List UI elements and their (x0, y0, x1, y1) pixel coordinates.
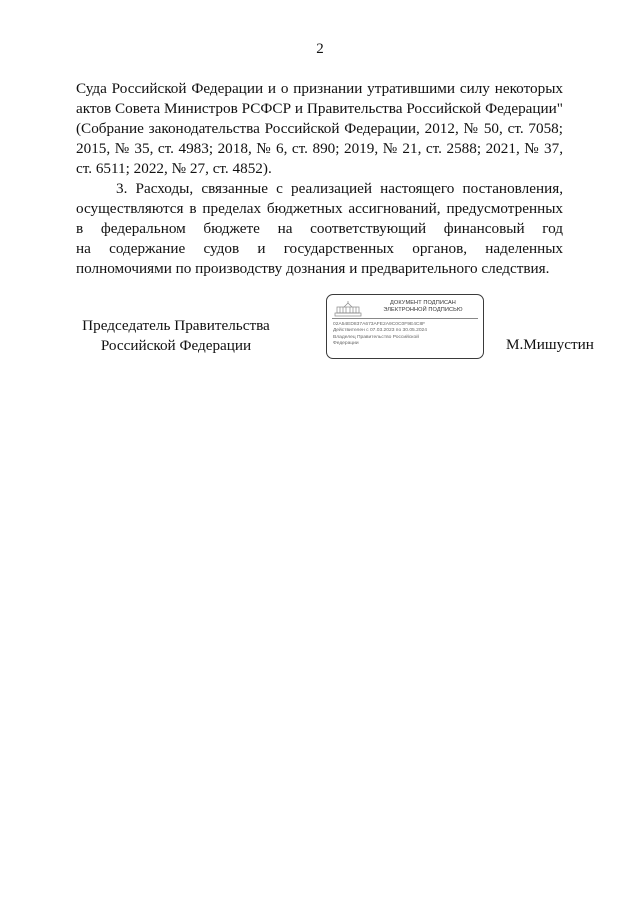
paragraph-2-line-4: на содержание судов и государственных органов, наделенных (76, 240, 563, 257)
page-number: 2 (316, 41, 324, 57)
signer-title (76, 316, 276, 356)
government-building-emblem-icon (334, 300, 362, 318)
paragraph-1-line-3: (Собрание законодательства Российской Федерации, 2012, № 50, ст. 7058; (76, 120, 563, 137)
stamp-certificate: 02A54ED837A673AFE2A9C0C0F9E4C8F (333, 322, 426, 327)
stamp-heading-line-1: ДОКУМЕНТ ПОДПИСАН (390, 300, 456, 306)
stamp-owner-line-1: Владелец Правительство Российской (333, 334, 419, 340)
stamp-owner-line-2: Федерации (333, 341, 359, 347)
paragraph-2-line-1: 3. Расходы, связанные с реализацией настоящего постановления, (116, 180, 563, 197)
signer-title-line-2: Российской Федерации (100, 337, 252, 354)
paragraph-2-line-3: в федеральном бюджете на соответствующий финансовый год (76, 220, 563, 237)
stamp-divider (332, 318, 478, 319)
signer-name: М.Мишустин (506, 336, 594, 353)
electronic-signature-stamp (326, 294, 484, 359)
paragraph-1-line-4: 2015, № 35, ст. 4983; 2018, № 6, ст. 890; 2019, № 21, ст. 2588; 2021, № 37, (76, 140, 563, 157)
paragraph-1-line-2: актов Совета Министров РСФСР и Правительства Российской Федерации" (76, 100, 563, 117)
signer-title-line-1: Председатель Правительства (82, 317, 270, 334)
stamp-details (333, 322, 481, 348)
stamp-heading-line-2: ЭЛЕКТРОННОЙ ПОДПИСЬЮ (383, 307, 463, 313)
paragraph-2-line-2: осуществляются в пределах бюджетных ассигнований, предусмотренных (76, 200, 563, 217)
paragraph-1-line-1: Суда Российской Федерации и о признании утратившими силу некоторых (76, 80, 563, 97)
paragraph-2-line-5: полномочиями по производству дознания и предварительного следствия. (76, 260, 550, 277)
stamp-validity: Действителен с 07.03.2023 по 30.05.2024 (333, 328, 427, 334)
stamp-heading (367, 300, 479, 314)
paragraph-1-line-5: ст. 6511; 2022, № 27, ст. 4852). (76, 160, 272, 177)
